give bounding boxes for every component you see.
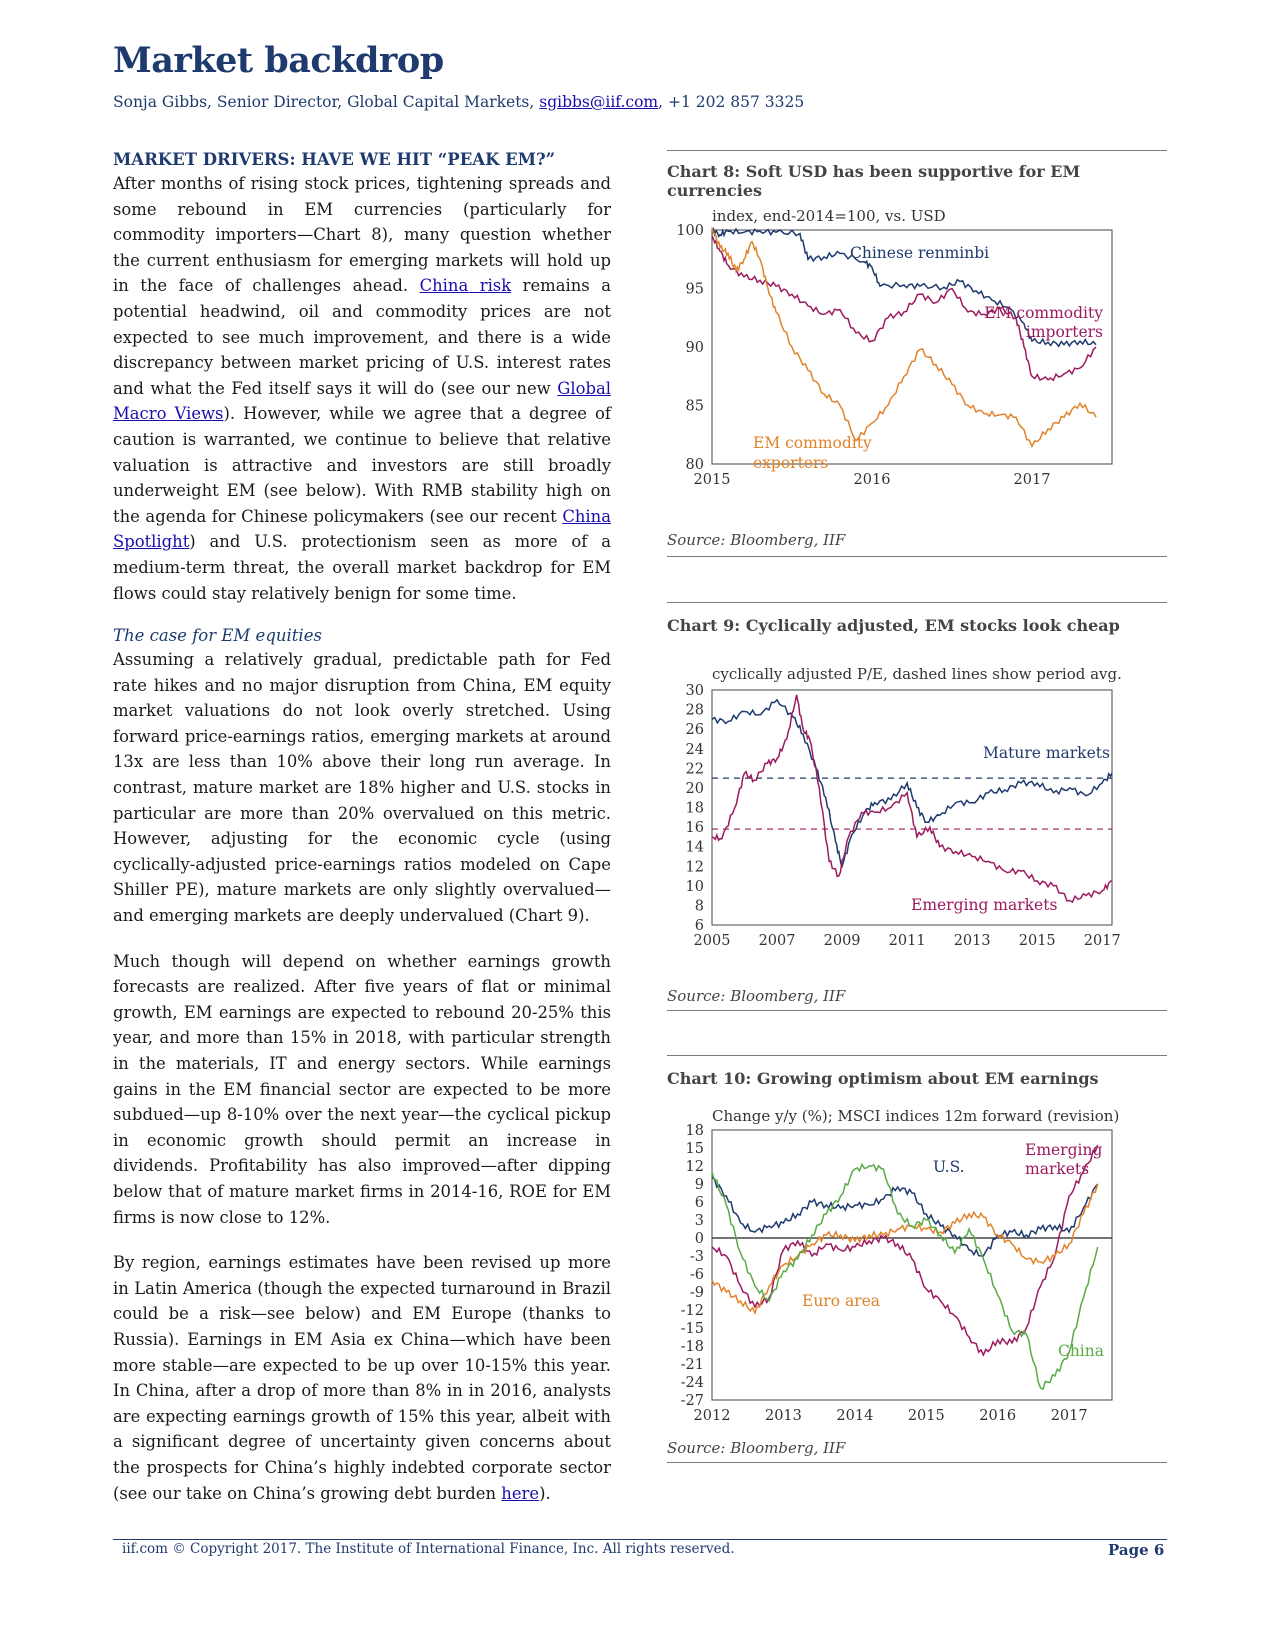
paragraph-regions [113,1250,611,1506]
chart10-label-emerging-2: markets [1025,1160,1090,1178]
chart10-label-us: U.S. [933,1158,965,1176]
global-macro-views-link[interactable]: Global Macro Views [113,378,611,424]
c9-ytick-label: 30 [685,683,704,699]
c9-ytick-label: 20 [685,780,704,797]
chart10-label-emerging: Emerging [1025,1141,1103,1159]
c8-ytick-label: 95 [685,281,704,298]
c8-ytick-label: 85 [685,398,704,415]
c9-xtick-label: 2005 [693,933,731,949]
para-text: ) and U.S. protectionism seen as more of a medium-term threat, the overall market backdrop for EM flows could stay relatively benign for some time. [113,532,611,603]
c10-ytick-label: -24 [680,1375,704,1391]
chart8-title-text: Chart 8: Soft USD has been supportive for EM currencies [667,162,1081,200]
c9-series-mature-markets [712,700,1112,867]
author-email-link[interactable]: sgibbs@iif.com [539,93,659,111]
c9-ytick-label: 26 [685,722,704,739]
c10-xtick-label: 2012 [693,1408,731,1424]
c9-ytick-label: 24 [685,741,704,758]
article-column [113,150,611,1526]
byline-author: Sonja Gibbs, Senior Director, Global Capital Markets, [113,93,540,111]
chart8-plot-frame [712,230,1112,464]
footer-rule [113,1539,1167,1540]
chart10-subtitle: Change y/y (%); MSCI indices 12m forward (revision) [712,1107,1120,1125]
paragraph-valuation: Assuming a relatively gradual, predictable path for Fed rate hikes and no major disruption from China, EM equity market valuations do not look overly stretched. Using forward price-earnings ratios, emerging markets at around 13x are less than 10% above their long run average. In contrast, mature market are 18% higher and U.S. stocks in particular are more than 20% overvalued on this metric. However, adjusting for the economic cycle (using cyclically-adjusted price-earnings ratios modeled on Cape Shiller PE), mature markets are only slightly overvalued—and emerging markets are deeply undervalued (Chart 9). [113,650,611,926]
c10-ytick-label: -18 [680,1339,704,1355]
c8-ytick-label: 90 [685,340,704,356]
chart8-subtitle: index, end-2014=100, vs. USD [712,207,946,225]
c8-ytick-label: 100 [676,223,704,239]
chart9-bottom-rule [667,1010,1167,1011]
chart8-label-importers: EM commodity [984,304,1103,322]
c10-ytick-label: -12 [680,1303,704,1319]
china-risk-link[interactable]: China risk [419,276,512,296]
c9-xtick-label: 2015 [1018,933,1056,949]
chart10 [667,1100,1167,1430]
para-text: After months of rising stock prices, tightening spreads and some rebound in EM currencies (particularly for commodity importers—Chart 8), many question whether the current enthusiasm for emerging markets will hold up in the face of challenges ahead. [113,174,611,296]
c9-series-emerging-markets [712,695,1112,902]
para-text: ). However, while we agree that a degree of caution is warranted, we continue to believe that relative valuation is attractive and investors are still broadly underweight EM (see below). With RMB stability high on the agenda for Chinese policymakers (see our recent [113,404,611,526]
china-spotlight-link[interactable]: China Spotlight [113,506,611,552]
c10-ytick-label: 18 [685,1123,704,1139]
chart10-title [667,1069,1167,1088]
c10-ytick-label: -3 [689,1249,704,1265]
chart8-top-rule [667,150,1167,151]
chart10-bottom-rule [667,1462,1167,1463]
chart9 [667,656,1167,956]
chart8-label-importers-2: importers [1025,323,1103,341]
chart8-label-exporters: EM commodity [753,434,872,452]
chart8-label-exporters-2: exporters [753,454,829,472]
c9-ytick-label: 6 [694,918,704,934]
c9-xtick-label: 2013 [953,933,991,949]
c9-ytick-label: 12 [685,859,704,876]
c9-ytick-label: 28 [685,702,704,719]
chart9-label-mature: Mature markets [983,744,1110,762]
para-text: ). [539,1483,551,1503]
chart10-source-text: Source: Bloomberg, IIF [667,1439,846,1457]
chart9-source-text: Source: Bloomberg, IIF [667,987,846,1005]
chart9-title-text: Chart 9: Cyclically adjusted, EM stocks look cheap [667,616,1120,635]
c10-xtick-label: 2014 [836,1408,874,1424]
page-title: Market backdrop [113,40,444,81]
c9-ytick-label: 10 [685,878,704,895]
chart10-source [667,1438,1167,1457]
chart9-source [667,986,1167,1005]
c9-ytick-label: 18 [685,800,704,817]
footer-copyright: iif.com © Copyright 2017. The Institute of International Finance, Inc. All rights reserved. [122,1541,735,1557]
c10-ytick-label: 9 [694,1177,704,1193]
chart9-title [667,616,1167,635]
c9-xtick-label: 2009 [823,933,861,949]
c10-ytick-label: -21 [680,1357,704,1373]
c9-ytick-label: 22 [685,761,704,778]
c10-xtick-label: 2016 [979,1408,1017,1424]
section-heading: MARKET DRIVERS: HAVE WE HIT “PEAK EM?” [113,150,556,169]
chart8-source [667,530,1167,549]
para-text: By region, earnings estimates have been revised up more in Latin America (though the expected turnaround in Brazil could be a risk—see below) and EM Europe (thanks to Russia). Earnings in EM Asia ex China—which have been more stable—are expected to be up over 10-15% this year. In China, after a drop of more than 8% in in 2016, analysts are expecting earnings growth of 15% this year, albeit with a significant degree of uncertainty given concerns about the prospects for China’s highly indebted corporate sector (see our take on China’s growing debt burden [113,1253,611,1503]
chart8-bottom-rule [667,556,1167,557]
paragraph-earnings: Much though will depend on whether earnings growth forecasts are realized. After five years of flat or minimal growth, EM earnings are expected to rebound 20-25% this year, and more than 15% in 2018, with particular strength in the materials, IT and energy sectors. While earnings gains in the EM financial sector are expected to be more subdued—up 8-10% over the next year—the cyclical pickup in economic growth should permit an increase in dividends. Profitability has also improved—after dipping below that of mature market firms in 2014-16, ROE for EM firms is now close to 12%. [113,951,611,1227]
c8-xtick-label: 2015 [693,472,731,488]
chart10-top-rule [667,1055,1167,1056]
c9-ytick-label: 16 [685,820,704,837]
chart9-subtitle: cyclically adjusted P/E, dashed lines show period avg. [712,665,1122,683]
byline [113,93,804,111]
c10-ytick-label: -27 [680,1393,704,1409]
chart9-plot-frame [712,690,1112,925]
chart8-title [667,162,1167,200]
paragraph-intro [113,171,611,606]
c10-series-euro-area [712,1184,1098,1313]
c10-ytick-label: 12 [685,1159,704,1175]
c10-ytick-label: 15 [685,1141,704,1157]
c9-ytick-label: 8 [694,898,704,915]
c10-ytick-label: -6 [689,1267,704,1283]
c10-ytick-label: -15 [680,1321,704,1337]
c9-ytick-label: 14 [685,839,704,856]
debt-burden-link[interactable]: here [501,1483,540,1503]
c10-ytick-label: 6 [694,1195,704,1211]
chart10-title-text: Chart 10: Growing optimism about EM earnings [667,1069,1099,1088]
c8-ytick-label: 80 [685,457,704,473]
c10-xtick-label: 2015 [907,1408,945,1424]
chart10-label-china: China [1057,1342,1104,1360]
c10-ytick-label: -9 [689,1285,704,1301]
c9-xtick-label: 2017 [1083,933,1121,949]
chart8 [667,198,1167,518]
chart10-label-euro: Euro area [802,1292,881,1310]
c10-series-china [712,1164,1098,1389]
page-number: Page 6 [1108,1541,1165,1559]
c9-xtick-label: 2011 [888,933,926,949]
c8-xtick-label: 2017 [1013,472,1051,488]
c9-xtick-label: 2007 [758,933,796,949]
c10-ytick-label: 3 [694,1213,704,1229]
c10-xtick-label: 2017 [1050,1408,1088,1424]
chart8-source-text: Source: Bloomberg, IIF [667,531,846,549]
c10-ytick-label: 0 [694,1231,704,1247]
c10-xtick-label: 2013 [764,1408,802,1424]
chart9-label-emerging: Emerging markets [911,896,1058,914]
c10-series-u-s- [712,1178,1098,1256]
c8-xtick-label: 2016 [853,472,891,488]
chart8-label-renminbi: Chinese renminbi [850,244,990,262]
byline-phone: , +1 202 857 3325 [658,93,805,111]
chart9-top-rule [667,602,1167,603]
para-text: remains a potential headwind, oil and commodity prices are not expected to see much improvement, and there is a wide discrepancy between market pricing of U.S. interest rates and what the Fed itself says it will do (see our new [113,276,611,398]
subsection-heading: The case for EM equities [113,626,322,646]
